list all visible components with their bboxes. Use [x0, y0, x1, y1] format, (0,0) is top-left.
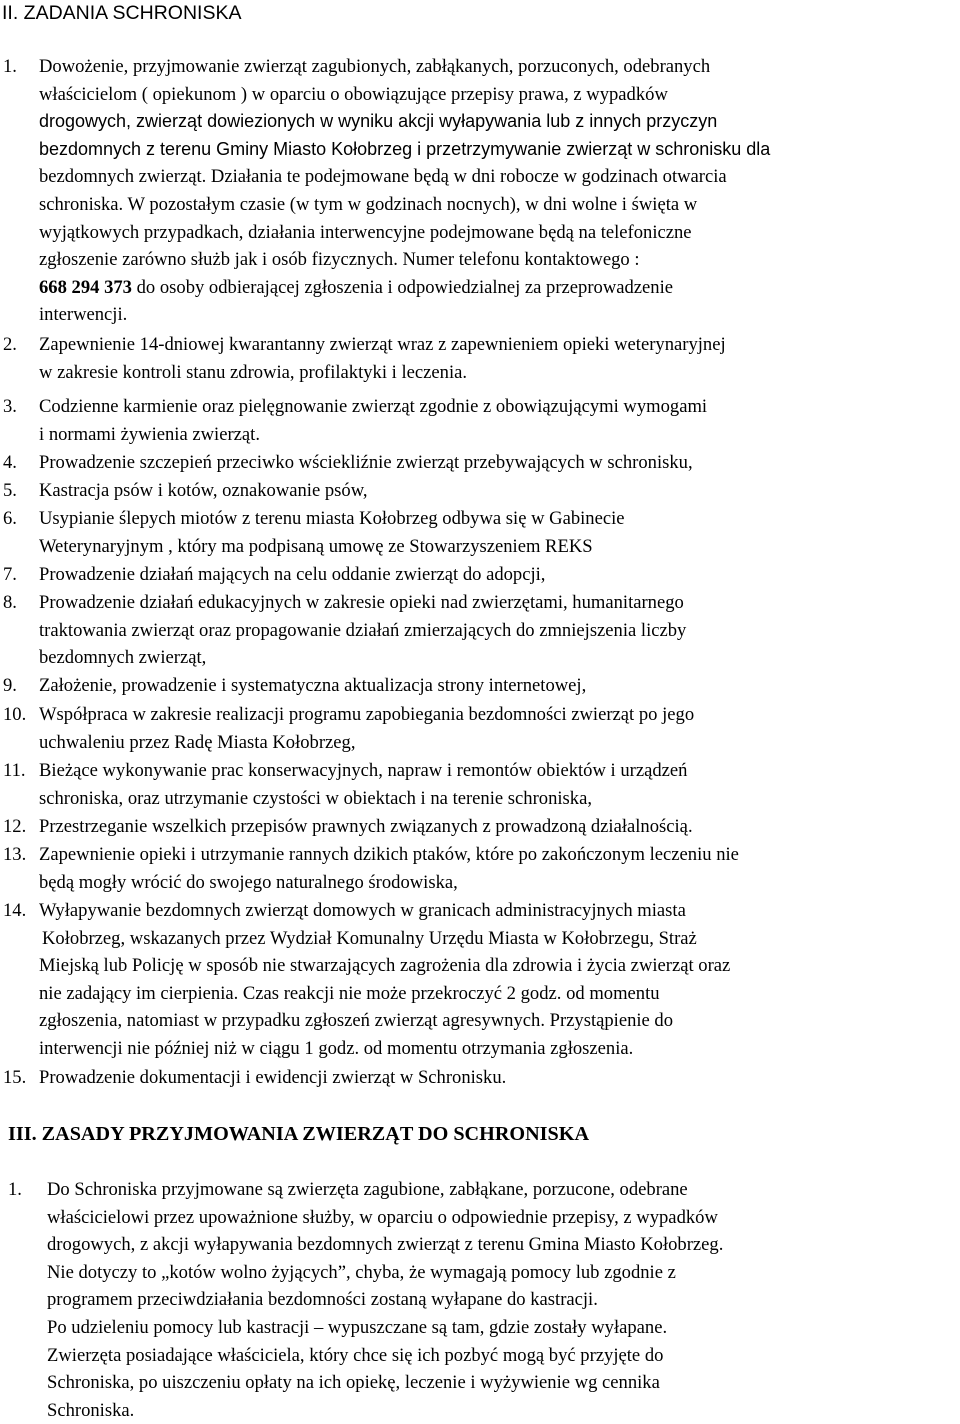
- phone-number: 668 294 373: [39, 276, 132, 298]
- item-text: [39, 331, 960, 386]
- text-line: schroniska. W pozostałym czasie (w tym w godzinach nocnych), w dni wolne i święta w: [39, 193, 698, 215]
- section-ii-heading: II. ZADANIA SCHRONISKA: [2, 2, 242, 24]
- item-text: [39, 813, 960, 841]
- text-line: Prowadzenie działań mających na celu oddanie zwierząt do adopcji,: [39, 564, 546, 585]
- text-line: bezdomnych z terenu Gminy Miasto Kołobrzeg i przetrzymywanie zwierząt w schronisku dla: [39, 138, 771, 159]
- item-number: 9.: [3, 675, 17, 696]
- text-line: drogowych, zwierząt dowiezionych w wyniku akcji wyłapywania lub z innych przyczyn: [39, 111, 718, 132]
- item-number: 14.: [3, 900, 27, 921]
- text-line: Prowadzenie dokumentacji i ewidencji zwierząt w Schronisku.: [39, 1067, 507, 1088]
- text-line: Zwierzęta posiadające właściciela, który chce się ich pozbyć mogą być przyjęte do: [47, 1344, 664, 1366]
- section-iii-heading: III. ZASADY PRZYJMOWANIA ZWIERZĄT DO SCHRONISKA: [8, 1123, 590, 1145]
- item-number: 12.: [3, 816, 27, 837]
- text-line: Weterynaryjnym , który ma podpisaną umowę ze Stowarzyszeniem REKS: [39, 535, 593, 557]
- text-line: Schroniska, po uiszczeniu opłaty na ich opiekę, leczenie i wyżywienie wg cennika: [47, 1372, 660, 1394]
- item-text: [39, 672, 960, 700]
- item-number: 11.: [3, 760, 26, 781]
- item-number: 2.: [3, 334, 17, 355]
- item-text: [39, 841, 960, 896]
- item-number: 10.: [3, 704, 27, 725]
- text-line: bezdomnych zwierząt. Działania te podejmowane będą w dni robocze w godzinach otwarcia: [39, 166, 727, 188]
- item-number: 1.: [3, 56, 17, 77]
- text-line: właścicielowi przez upoważnione służby, w oparciu o odpowiednie przepisy, z wypadków: [47, 1206, 718, 1228]
- item-number: 1.: [8, 1179, 22, 1200]
- text-line: wyjątkowych przypadkach, działania interwencyjne podejmowane będą na telefoniczne: [39, 221, 692, 243]
- item-number: 6.: [3, 508, 17, 529]
- text-line: Przestrzeganie wszelkich przepisów prawnych związanych z prowadzoną działalnością.: [39, 816, 693, 837]
- item-number: 7.: [3, 564, 17, 585]
- item-number: 15.: [3, 1067, 27, 1088]
- text-line: Schroniska.: [47, 1399, 135, 1421]
- item-text: [39, 589, 960, 672]
- text-line: Współpraca w zakresie realizacji programu zapobiegania bezdomności zwierząt po jego: [39, 704, 695, 725]
- text-line: będą mogły wrócić do swojego naturalnego środowiska,: [39, 871, 458, 893]
- item-text: [39, 1064, 960, 1092]
- item-number: 8.: [3, 592, 17, 613]
- item-number: 3.: [3, 396, 17, 417]
- item-text: [39, 897, 960, 1063]
- text-line: Kastracja psów i kotów, oznakowanie psów,: [39, 480, 368, 501]
- text-line: [39, 274, 960, 302]
- text-line: Dowożenie, przyjmowanie zwierząt zagubionych, zabłąkanych, porzuconych, odebranych: [39, 56, 711, 77]
- text-line: Kołobrzeg, wskazanych przez Wydział Komunalny Urzędu Miasta w Kołobrzegu, Straż: [42, 927, 697, 949]
- item-text: [39, 53, 960, 329]
- text-line: Zapewnienie opieki i utrzymanie rannych dzikich ptaków, które po zakończonym leczeniu nie: [39, 844, 739, 865]
- text-line: bezdomnych zwierząt,: [39, 647, 207, 669]
- text-line: Po udzieleniu pomocy lub kastracji – wypuszczane są tam, gdzie zostały wyłapane.: [47, 1316, 668, 1338]
- text-line: Miejską lub Policję w sposób nie stwarzających zagrożenia dla zdrowia i życia zwierząt oraz: [39, 955, 731, 977]
- text-line: uchwaleniu przez Radę Miasta Kołobrzeg,: [39, 731, 356, 753]
- text-line: nie zadający im cierpienia. Czas reakcji nie może przekroczyć 2 godz. od momentu: [39, 982, 660, 1004]
- text-line: w zakresie kontroli stanu zdrowia, profilaktyki i leczenia.: [39, 361, 468, 383]
- text-line: Prowadzenie szczepień przeciwko wściekliźnie zwierząt przebywających w schronisku,: [39, 452, 693, 473]
- text-line: Usypianie ślepych miotów z terenu miasta Kołobrzeg odbywa się w Gabinecie: [39, 508, 625, 529]
- text-line: programem przeciwdziałania bezdomności zostaną wyłapane do kastracji.: [47, 1289, 598, 1311]
- text-line: Bieżące wykonywanie prac konserwacyjnych, napraw i remontów obiektów i urządzeń: [39, 760, 688, 781]
- item-text: [39, 561, 960, 589]
- text-line: zgłoszenie zarówno służb jak i osób fizycznych. Numer telefonu kontaktowego :: [39, 249, 640, 271]
- text-line: interwencji.: [39, 304, 128, 326]
- text-line: Założenie, prowadzenie i systematyczna aktualizacja strony internetowej,: [39, 675, 587, 696]
- item-text: [39, 449, 960, 477]
- text-line: Do Schroniska przyjmowane są zwierzęta zagubione, zabłąkane, porzucone, odebrane: [47, 1179, 688, 1200]
- text-line: drogowych, z akcji wyłapywania bezdomnych zwierząt z terenu Gmina Miasto Kołobrzeg.: [47, 1234, 724, 1256]
- item-number: 5.: [3, 480, 17, 501]
- text-line: właścicielom ( opiekunom ) w oparciu o obowiązujące przepisy prawa, z wypadków: [39, 83, 668, 105]
- item-number: 13.: [3, 844, 27, 865]
- text-line: schroniska, oraz utrzymanie czystości w obiektach i na terenie schroniska,: [39, 787, 592, 809]
- text-line: zgłoszenia, natomiast w przypadku zgłoszeń zwierząt agresywnych. Przystąpienie do: [39, 1010, 674, 1032]
- text-line: Zapewnienie 14-dniowej kwarantanny zwierząt wraz z zapewnieniem opieki weterynaryjnej: [39, 334, 726, 355]
- text-line: interwencji nie później niż w ciągu 1 godz. od momentu otrzymania zgłoszenia.: [39, 1037, 634, 1059]
- item-text: [39, 505, 960, 560]
- item-text: [39, 701, 960, 756]
- text-line: traktowania zwierząt oraz propagowanie działań zmierzających do zmniejszenia liczby: [39, 619, 687, 641]
- text-line: Prowadzenie działań edukacyjnych w zakresie opieki nad zwierzętami, humanitarnego: [39, 592, 684, 613]
- text-line: Wyłapywanie bezdomnych zwierząt domowych w granicach administracyjnych miasta: [39, 900, 686, 921]
- phone-line-rest: do osoby odbierającej zgłoszenia i odpowiedzialnej za przeprowadzenie: [131, 276, 674, 298]
- text-line: Codzienne karmienie oraz pielęgnowanie zwierząt zgodnie z obowiązującymi wymogami: [39, 396, 708, 417]
- item-text: [47, 1176, 960, 1424]
- item-text: [39, 393, 960, 448]
- item-text: [39, 757, 960, 812]
- item-number: 4.: [3, 452, 17, 473]
- text-line: i normami żywienia zwierząt.: [39, 423, 260, 445]
- text-line: Nie dotyczy to „kotów wolno żyjących”, chyba, że wymagają pomocy lub zgodnie z: [47, 1261, 676, 1283]
- item-text: [39, 477, 960, 505]
